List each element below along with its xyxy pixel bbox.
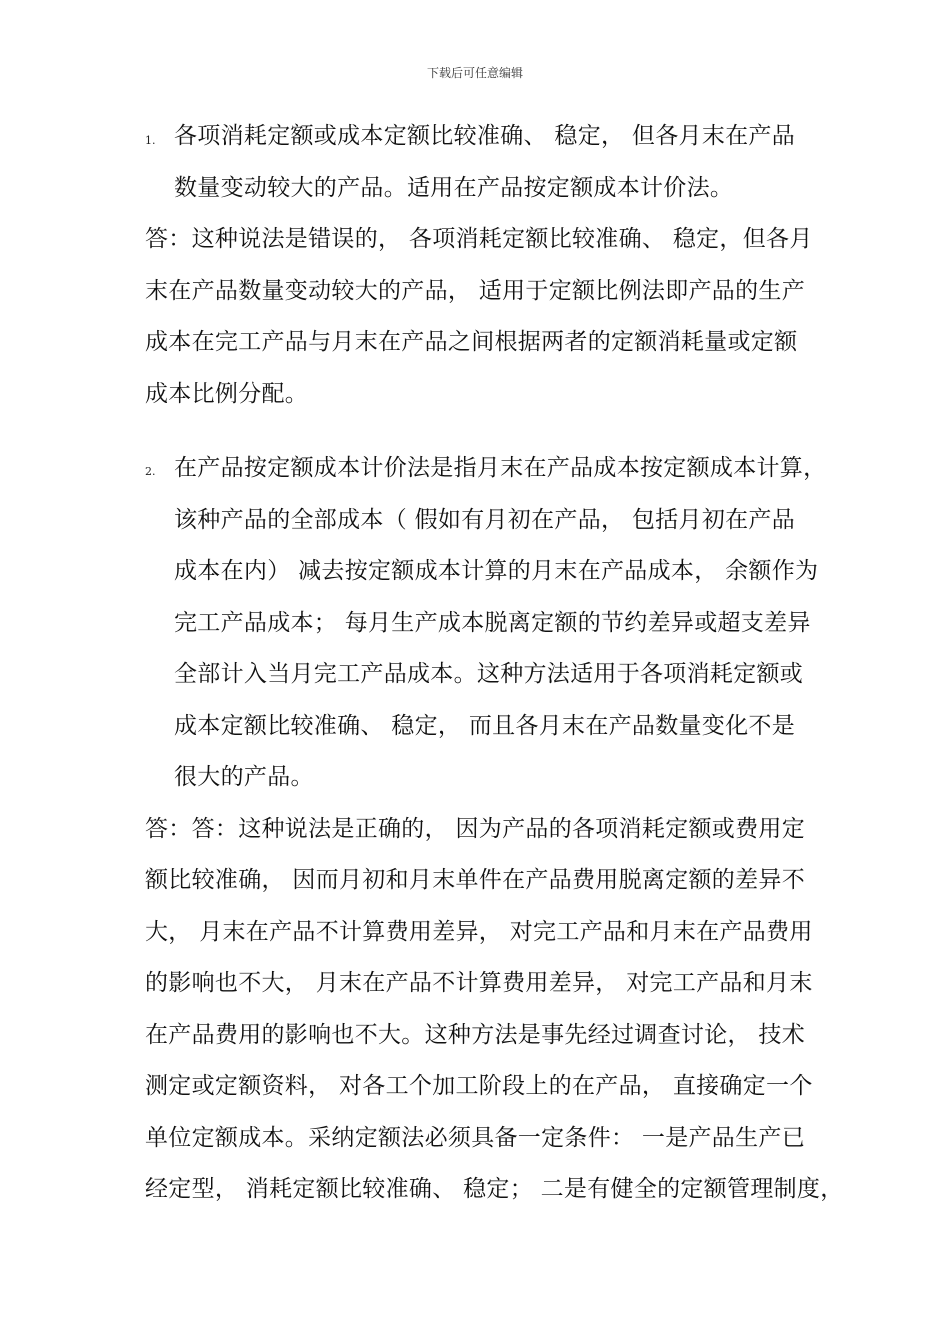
answer-2-line-3: 大， 月末在产品不计算费用差异， 对完工产品和月末在产品费用 [145, 919, 813, 945]
answer-2-line-6: 测定或定额资料， 对各工个加工阶段上的在产品， 直接确定一个 [145, 1073, 813, 1099]
question-2-line-1: 在产品按定额成本计价法是指月末在产品成本按定额成本计算， [174, 455, 827, 481]
answer-1-line-1: 答：这种说法是错误的， 各项消耗定额比较准确、 稳定，但各月 [145, 226, 813, 252]
question-2-line-5: 全部计入当月完工产品成本。这种方法适用于各项消耗定额或 [174, 661, 804, 687]
question-1-line-2: 数量变动较大的产品。适用在产品按定额成本计价法。 [174, 175, 734, 201]
page-header: 下载后可任意编辑 [426, 66, 523, 80]
answer-2-line-7: 单位定额成本。采纳定额法必须具备一定条件： 一是产品生产已 [145, 1125, 806, 1151]
answer-1-line-4: 成本比例分配。 [145, 381, 309, 407]
answer-2-line-2: 额比较准确， 因而月初和月末单件在产品费用脱离定额的差异不 [145, 867, 806, 893]
item-number-1: 1. [145, 134, 156, 147]
item-number-2: 2. [145, 465, 156, 478]
answer-2-line-4: 的影响也不大， 月末在产品不计算费用差异， 对完工产品和月末 [145, 970, 813, 996]
answer-1-line-2: 末在产品数量变动较大的产品， 适用于定额比例法即产品的生产 [145, 278, 806, 304]
question-1-line-1: 各项消耗定额或成本定额比较准确、 稳定， 但各月末在产品 [174, 123, 796, 149]
answer-2-line-1: 答：答：这种说法是正确的， 因为产品的各项消耗定额或费用定 [145, 816, 806, 842]
question-2-line-6: 成本定额比较准确、 稳定， 而且各月末在产品数量变化不是 [174, 713, 796, 739]
question-2-line-3: 成本在内） 减去按定额成本计算的月末在产品成本， 余额作为 [174, 558, 819, 584]
answer-2-line-5: 在产品费用的影响也不大。这种方法是事先经过调查讨论， 技术 [145, 1022, 806, 1048]
answer-2-line-8: 经定型， 消耗定额比较准确、 稳定； 二是有健全的定额管理制度， [145, 1176, 844, 1202]
answer-1-line-3: 成本在完工产品与月末在产品之间根据两者的定额消耗量或定额 [145, 329, 798, 355]
question-2-line-2: 该种产品的全部成本（ 假如有月初在产品， 包括月初在产品 [174, 507, 796, 533]
question-2-line-7: 很大的产品。 [174, 764, 314, 790]
question-2-line-4: 完工产品成本； 每月生产成本脱离定额的节约差异或超支差异 [174, 610, 811, 636]
